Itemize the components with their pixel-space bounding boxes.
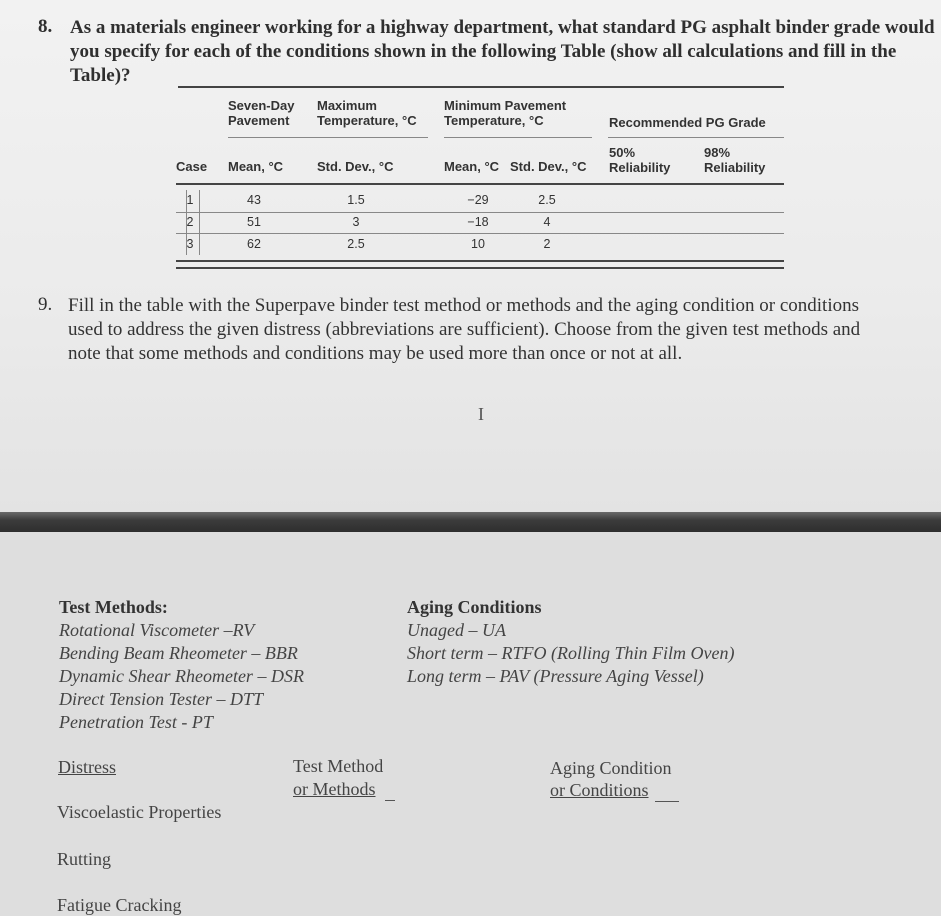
header-50-reliability: Reliability: [609, 160, 671, 175]
aging-condition-column-header: Aging Condition: [550, 758, 672, 778]
row-3-std-max: 2.5: [347, 237, 365, 251]
header-std-max: Std. Dev., °C: [317, 159, 394, 174]
row-1-case: 1: [186, 193, 194, 207]
distress-column-header: Distress: [58, 757, 116, 777]
header-50-percent: 50%: [609, 145, 636, 160]
table-top-rule: [178, 86, 784, 88]
header-mean-max: Mean, °C: [228, 159, 284, 174]
row-3-std-min: 2: [543, 237, 551, 251]
row-2-mean-min: −18: [467, 215, 489, 229]
header-min-temperature: Temperature, °C: [444, 113, 544, 128]
test-methods-heading: Test Methods:: [59, 597, 168, 617]
test-method-item: Bending Beam Rheometer – BBR: [59, 643, 298, 663]
row-2-std-min: 4: [543, 215, 551, 229]
distress-row-label: Fatigue Cracking: [57, 895, 182, 915]
test-method-item: Rotational Viscometer –RV: [59, 620, 255, 640]
max-temp-underline: [228, 137, 428, 138]
header-minimum-pavement: Minimum Pavement: [444, 98, 567, 113]
row-1-std-max: 1.5: [347, 193, 365, 207]
test-method-column-header: Test Method: [293, 756, 384, 776]
row-3-case: 3: [186, 237, 194, 251]
text-cursor-icon: I: [478, 404, 484, 424]
row-3-mean-min: 10: [471, 237, 485, 251]
row-2-std-max: 3: [352, 215, 360, 229]
aging-condition-item: Long term – PAV (Pressure Aging Vessel): [407, 666, 704, 686]
header-98-reliability: Reliability: [704, 160, 766, 175]
row-2-mean-max: 51: [247, 215, 261, 229]
question-9-number: 9.: [38, 294, 53, 315]
header-bottom-rule: [176, 183, 784, 185]
table-bottom-rule: [176, 260, 784, 262]
test-method-column-header-2: or Methods: [293, 779, 376, 799]
row-1-mean-min: −29: [467, 193, 489, 207]
distress-row-label: Viscoelastic Properties: [57, 802, 222, 822]
header-std-min: Std. Dev., °C: [510, 159, 587, 174]
header-max-temperature: Temperature, °C: [317, 113, 417, 128]
header-pavement: Pavement: [228, 113, 290, 128]
question-9-line-3: note that some methods and conditions may be used more than once or not at all.: [68, 343, 683, 364]
aging-conditions-heading: Aging Conditions: [407, 597, 542, 617]
min-temp-underline: [444, 137, 592, 138]
header-seven-day: Seven-Day: [228, 98, 295, 113]
row-2-case: 2: [186, 215, 194, 229]
underline-extension: [385, 800, 395, 801]
test-method-item: Dynamic Shear Rheometer – DSR: [59, 666, 304, 686]
test-method-item: Direct Tension Tester – DTT: [59, 689, 264, 709]
distress-row-label: Rutting: [57, 849, 112, 869]
question-8-number: 8.: [38, 16, 53, 37]
aging-condition-item: Unaged – UA: [407, 620, 506, 640]
recommended-underline: [608, 137, 784, 138]
question-8-line-1: As a materials engineer working for a highway department, what standard PG asphalt binder grade would: [70, 17, 935, 38]
question-8-line-3: Table)?: [70, 65, 131, 86]
case-column-border: [199, 190, 200, 255]
aging-condition-column-header-2: or Conditions: [550, 780, 649, 800]
test-method-item: Penetration Test - PT: [59, 712, 213, 732]
header-mean-min: Mean, °C: [444, 159, 500, 174]
question-9-line-1: Fill in the table with the Superpave binder test method or methods and the aging condition or conditions: [68, 295, 859, 316]
row-3-mean-max: 62: [247, 237, 261, 251]
row-divider: [176, 233, 784, 234]
underline-extension: [655, 801, 679, 802]
row-1-std-min: 2.5: [538, 193, 556, 207]
row-divider: [176, 212, 784, 213]
header-case: Case: [176, 159, 208, 174]
question-9-line-2: used to address the given distress (abbreviations are sufficient). Choose from the given test methods and: [68, 319, 861, 340]
header-maximum: Maximum: [317, 98, 377, 113]
question-8-line-2: you specify for each of the conditions shown in the following Table (show all calculations and fill in the: [70, 41, 897, 62]
header-98-percent: 98%: [704, 145, 731, 160]
case-column-border: [186, 190, 187, 255]
header-recommended-pg-grade: Recommended PG Grade: [609, 115, 766, 130]
page-fold-shadow: [0, 512, 941, 532]
row-1-mean-max: 43: [247, 193, 261, 207]
table-bottom-rule-double: [176, 267, 784, 269]
aging-condition-item: Short term – RTFO (Rolling Thin Film Oven): [407, 643, 735, 663]
